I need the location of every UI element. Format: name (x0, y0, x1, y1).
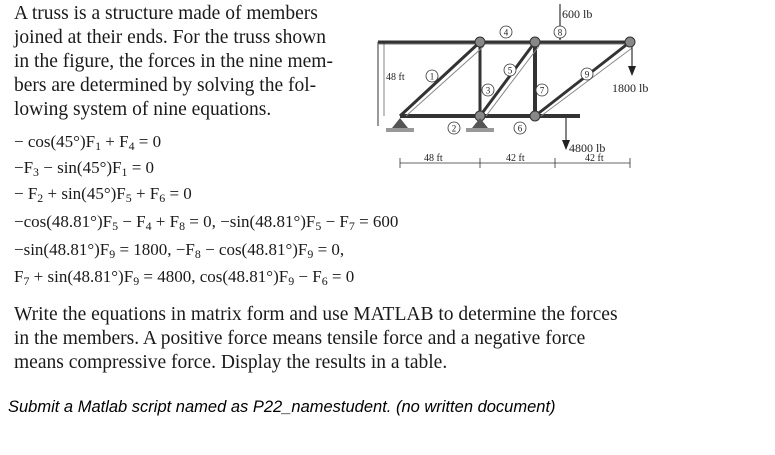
height-dim-label: 48 ft (386, 72, 405, 83)
equation-subscript: 4 (145, 218, 152, 233)
equation-line (14, 158, 154, 178)
instructions-paragraph (14, 303, 674, 375)
intro-line: bers are determined by solving the fol- (14, 75, 317, 96)
equation-subscript: 8 (179, 218, 186, 233)
equation-line (14, 132, 161, 152)
equation-text: + F (131, 184, 160, 203)
equation-text: + F (151, 212, 180, 231)
member-number-label: 5 (507, 65, 513, 76)
member-1-shadow (406, 46, 484, 116)
joint-top-1 (475, 37, 485, 47)
equation-subscript: 5 (125, 190, 132, 205)
truss-figure (370, 0, 670, 180)
equation-text: = 0 (127, 158, 155, 177)
bottom-load-label: 4800 lb (569, 141, 606, 155)
member-number-label: 3 (485, 85, 491, 96)
equation-text: −sin(48.81°)F (14, 240, 110, 259)
equation-text: = 1800, −F (115, 240, 195, 259)
member-9 (535, 42, 630, 116)
equation-subscript: 9 (133, 273, 140, 288)
joint-bottom-2 (530, 111, 540, 121)
equation-subscript: 1 (95, 138, 102, 153)
top-load-label: 600 lb (562, 7, 593, 21)
equation-text: + F (101, 132, 129, 151)
equation-text: F (14, 267, 24, 286)
equation-text: = 600 (354, 212, 399, 231)
equation-text: − F (14, 184, 38, 203)
joint-top-3 (625, 37, 635, 47)
equation-subscript: 5 (112, 218, 119, 233)
equation-subscript: 9 (307, 246, 314, 261)
equation-text: − cos(45°)F (14, 132, 96, 151)
equation-subscript: 5 (315, 218, 322, 233)
member-number-label: 1 (429, 71, 435, 82)
span-dim-2-label: 42 ft (506, 153, 525, 164)
equation-subscript: 9 (109, 246, 116, 261)
member-1 (400, 42, 480, 116)
equation-line (14, 184, 192, 204)
equation-subscript: 9 (288, 273, 295, 288)
intro-paragraph (14, 2, 364, 122)
equation-subscript: 7 (348, 218, 355, 233)
equation-text: = 0, −sin(48.81°)F (185, 212, 316, 231)
equation-text: = 0 (327, 267, 355, 286)
equation-text: − F (321, 212, 349, 231)
member-number-label: 7 (539, 85, 545, 96)
equation-text: = 0, (313, 240, 345, 259)
right-load-label: 1800 lb (612, 81, 649, 95)
equation-line (14, 212, 398, 232)
member-number-label: 8 (557, 27, 563, 38)
equation-subscript: 1 (121, 164, 128, 179)
equation-text: + sin(48.81°)F (29, 267, 134, 286)
submission-note: Submit a Matlab script named as P22_namestudent. (no written document) (8, 398, 556, 416)
equation-text: + sin(45°)F (43, 184, 126, 203)
equation-text: = 4800, cos(48.81°)F (139, 267, 289, 286)
pin-support-left (392, 118, 408, 128)
ground-left (386, 128, 414, 132)
equation-line (14, 267, 354, 287)
member-number-label: 6 (517, 123, 523, 134)
equation-subscript: 4 (128, 138, 135, 153)
equation-subscript: 6 (321, 273, 328, 288)
member-5 (480, 42, 535, 116)
equation-subscript: 6 (159, 190, 166, 205)
instruction-line: Write the equations in matrix form and use MATLAB to determine the forces (14, 304, 618, 325)
equation-text: − sin(45°)F (39, 158, 122, 177)
equation-subscript: 3 (33, 164, 39, 179)
instruction-line: in the members. A positive force means tensile force and a negative force (14, 328, 586, 349)
member-number-label: 2 (451, 123, 457, 134)
member-number-label: 4 (503, 27, 509, 38)
equation-text: − cos(48.81°)F (200, 240, 308, 259)
intro-line: A truss is a structure made of members (14, 3, 318, 24)
joint-top-2 (530, 37, 540, 47)
pin-support-middle (472, 118, 488, 128)
ground-middle (466, 128, 494, 132)
instruction-line: means compressive force. Display the results in a table. (14, 352, 448, 373)
equation-text: − F (294, 267, 322, 286)
member-5-shadow (486, 46, 539, 116)
right-load-arrowhead (628, 66, 636, 76)
span-dim-1-label: 48 ft (424, 153, 443, 164)
equation-text: − F (118, 212, 146, 231)
equation-text: = 0 (134, 132, 162, 151)
equation-subscript: 7 (23, 273, 30, 288)
equation-line (14, 240, 344, 260)
equation-subscript: 2 (37, 190, 44, 205)
equation-subscript: 8 (194, 246, 201, 261)
member-number-label: 9 (584, 69, 590, 80)
span-dim-3-label: 42 ft (585, 153, 604, 164)
equation-text: −F (14, 158, 34, 177)
intro-line: lowing system of nine equations. (14, 99, 272, 120)
intro-line: joined at their ends. For the truss shown (14, 27, 326, 48)
intro-line: in the figure, the forces in the nine mem- (14, 51, 333, 72)
equation-text: −cos(48.81°)F (14, 212, 113, 231)
equation-text: = 0 (165, 184, 192, 203)
